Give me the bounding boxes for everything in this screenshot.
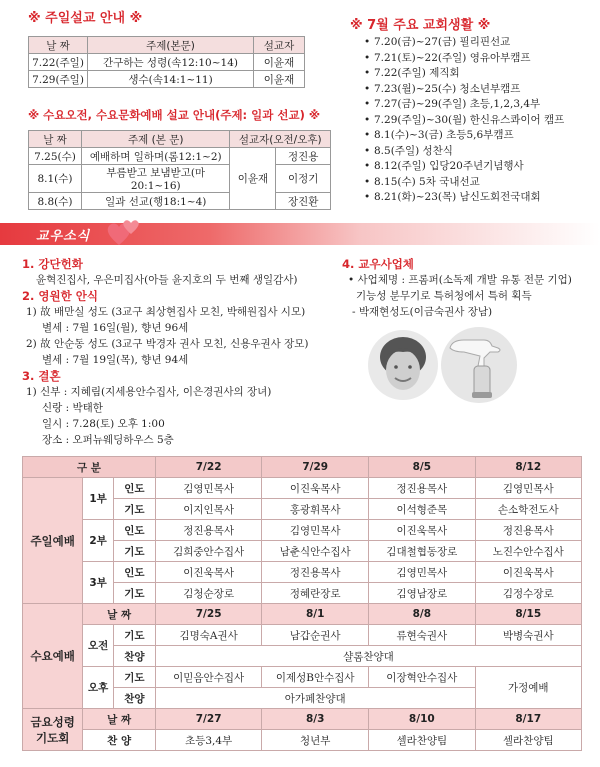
cell: 홍광휘목사 <box>262 499 369 520</box>
list-item: • 7.23(월)~25(수) 청소년부캠프 <box>364 82 564 98</box>
schedule-table <box>22 456 582 751</box>
prayer-label: 기도 <box>113 667 155 688</box>
cell: 이지인목사 <box>155 499 261 520</box>
cell: 이장혁안수집사 <box>369 667 475 688</box>
schedule-header-date: 8/12 <box>475 457 581 478</box>
news-wedding-title: 3. 결혼 <box>22 369 61 383</box>
table-row <box>29 193 331 210</box>
list-item: • 8.5(주일) 성찬식 <box>364 144 564 160</box>
wed-am-preacher: 이윤재 <box>230 148 276 210</box>
wed-topic: 부름받고 보냄받고(마20:1~16) <box>82 165 230 193</box>
news-rest-b2: 별세 : 7월 19일(목), 향년 94세 <box>42 354 189 366</box>
table-row <box>23 667 582 688</box>
lead-label: 인도 <box>113 478 155 499</box>
table-row <box>29 165 331 193</box>
table-row <box>23 478 582 499</box>
cell: 이믿음안수집사 <box>155 667 261 688</box>
news-business-l1: • 사업체명 : 프롬퍼(소독제 개발 유통 전문 기업) <box>348 274 572 286</box>
lead-label: 인도 <box>113 562 155 583</box>
wed-date-cell: 8/15 <box>475 604 581 625</box>
cell: 샬롬찬양대 <box>155 646 581 667</box>
table-row <box>23 562 582 583</box>
cell: 이석형준목 <box>369 499 475 520</box>
wed-topic: 일과 선교(행18:1~4) <box>82 193 230 210</box>
spray-bottle-photo <box>440 326 518 404</box>
table-row <box>29 148 331 165</box>
table-row <box>23 625 582 646</box>
morning-label: 오전 <box>83 625 114 667</box>
cell: 김영민목사 <box>369 562 475 583</box>
news-flowers-title: 1. 강단헌화 <box>22 257 83 271</box>
cell: 손소학전도사 <box>475 499 581 520</box>
list-item: • 8.1(수)~3(금) 초등5,6부캠프 <box>364 128 564 144</box>
list-item: • 8.21(화)~23(목) 남신도회전국대회 <box>364 190 564 206</box>
list-item: • 8.12(주일) 입당20주년기념행사 <box>364 159 564 175</box>
sermon-preacher: 이윤재 <box>254 54 305 71</box>
cell: 초등3,4부 <box>155 730 261 751</box>
sermon-table <box>28 36 305 88</box>
news-wedding-l2: 신랑 : 박태한 <box>42 402 103 414</box>
cell: 김명숙A권사 <box>155 625 261 646</box>
table-row <box>23 730 582 751</box>
news-business-l3: - 박재현성도(이금숙권사 장남) <box>352 306 493 318</box>
cell: 남춘식안수집사 <box>262 541 369 562</box>
wed-header-topic: 주제 (본 문) <box>82 131 230 148</box>
cell: 이진욱목사 <box>475 562 581 583</box>
wed-header-preacher: 설교자(오전/오후) <box>230 131 331 148</box>
news-banner-title: 교우소식 <box>36 229 91 244</box>
sermon-preacher: 이윤재 <box>254 71 305 88</box>
cell: 이진욱목사 <box>155 562 261 583</box>
news-banner <box>0 221 600 247</box>
news-rest-title: 2. 영원한 안식 <box>22 289 98 303</box>
prayer-label: 기도 <box>113 583 155 604</box>
sunday-worship-label: 주일예배 <box>23 478 83 604</box>
table-row <box>23 709 582 730</box>
friday-prayer-label-line2: 기도회 <box>35 730 70 745</box>
schedule-header-date: 7/29 <box>262 457 369 478</box>
news-business-title: 4. 교우사업체 <box>342 257 414 271</box>
list-item: • 7.20(금)~27(금) 필리핀선교 <box>364 35 564 51</box>
cell: 이진욱목사 <box>369 520 475 541</box>
cell: 정진용목사 <box>475 520 581 541</box>
table-row <box>23 520 582 541</box>
cell: 정진용목사 <box>155 520 261 541</box>
news-rest-a1: 1) 故 배만실 성도 (3교구 최상현집사 모친, 박해원집사 시모) <box>26 306 306 318</box>
list-item: • 8.15(수) 5차 국내선교 <box>364 175 564 191</box>
list-item: • 7.21(토)~22(주일) 영유아부캠프 <box>364 51 564 67</box>
wed-date: 7.25(수) <box>29 148 82 165</box>
cell: 이진욱목사 <box>262 478 369 499</box>
news-right <box>342 256 572 320</box>
schedule-header-date: 8/5 <box>369 457 475 478</box>
prayer-label: 기도 <box>113 499 155 520</box>
events-list <box>364 35 564 206</box>
fri-date-cell: 8/3 <box>262 709 369 730</box>
afternoon-label: 오후 <box>83 667 114 709</box>
news-flowers-body: 윤혁진집사, 우은미집사(아들 윤지호의 두 번째 생일감사) <box>36 274 298 286</box>
wed-worship-label: 수요예배 <box>23 604 83 709</box>
news-left <box>22 256 309 448</box>
news-business-l2: 기능성 분무기로 특허청에서 특허 획득 <box>356 290 532 302</box>
cell: 김대철협동장로 <box>369 541 475 562</box>
service-2-label: 2부 <box>83 520 114 562</box>
table-row <box>23 604 582 625</box>
cell: 류현숙권사 <box>369 625 475 646</box>
list-item: • 7.22(주일) 제직회 <box>364 66 564 82</box>
wed-pm-preacher: 장진환 <box>276 193 331 210</box>
cell: 아가페찬양대 <box>155 688 475 709</box>
sermon-header-preacher: 설교자 <box>254 37 305 54</box>
choir-label: 찬 양 <box>83 730 156 751</box>
cell: 김희중안수집사 <box>155 541 261 562</box>
wed-date: 8.8(수) <box>29 193 82 210</box>
lead-label: 인도 <box>113 520 155 541</box>
schedule-header-date: 7/22 <box>155 457 261 478</box>
wed-date-cell: 8/8 <box>369 604 475 625</box>
wed-date: 8.1(수) <box>29 165 82 193</box>
fri-date-cell: 8/17 <box>475 709 581 730</box>
cell: 김영민목사 <box>155 478 261 499</box>
date-label: 날 짜 <box>83 604 156 625</box>
date-label: 날 짜 <box>83 709 156 730</box>
events-section-title: ※ 7월 주요 교회생활 ※ <box>350 18 491 33</box>
sermon-header-date: 날 짜 <box>29 37 88 54</box>
sermon-date: 7.22(주일) <box>29 54 88 71</box>
cell: 노진수안수집사 <box>475 541 581 562</box>
cell: 정진용목사 <box>369 478 475 499</box>
cell: 정진용목사 <box>262 562 369 583</box>
wed-section-title: ※ 수요오전, 수요문화예배 설교 안내(주제: 일과 선교) ※ <box>28 108 321 122</box>
prayer-label: 기도 <box>113 541 155 562</box>
cell: 박병숙권사 <box>475 625 581 646</box>
cell: 가정예배 <box>475 667 581 709</box>
schedule-header-gubun: 구 분 <box>23 457 156 478</box>
sermon-date: 7.29(주일) <box>29 71 88 88</box>
cell: 김영남장로 <box>369 583 475 604</box>
wed-pm-preacher: 정진용 <box>276 148 331 165</box>
table-row <box>29 71 305 88</box>
choir-label: 찬양 <box>113 646 155 667</box>
sermon-section-title: ※ 주일설교 안내 ※ <box>28 11 143 26</box>
news-wedding-l1: 1) 신부 : 지혜림(지세용안수집사, 이은경권사의 장녀) <box>26 386 272 398</box>
cell: 청년부 <box>262 730 369 751</box>
fri-date-cell: 8/10 <box>369 709 475 730</box>
wed-topic: 예배하며 일하며(롬12:1~2) <box>82 148 230 165</box>
news-wedding-l4: 장소 : 오퍼뉴웨딩하우스 5층 <box>42 434 174 446</box>
list-item: • 7.27(금)~29(주일) 초등,1,2,3,4부 <box>364 97 564 113</box>
cell: 이제성B안수집사 <box>262 667 369 688</box>
news-wedding-l3: 일시 : 7.28(토) 오후 1:00 <box>42 418 165 430</box>
cell: 김영민목사 <box>262 520 369 541</box>
wed-pm-preacher: 이정기 <box>276 165 331 193</box>
cell: 정혜란장로 <box>262 583 369 604</box>
wed-header-date: 날 짜 <box>29 131 82 148</box>
prayer-label: 기도 <box>113 625 155 646</box>
sermon-topic: 생수(속14:1~11) <box>88 71 254 88</box>
friday-prayer-label-line1: 금요성령 <box>30 714 75 729</box>
cell: 김정수장로 <box>475 583 581 604</box>
cell: 남갑순권사 <box>262 625 369 646</box>
friday-prayer-label <box>23 709 83 751</box>
wed-table <box>28 130 331 210</box>
list-item: • 7.29(주일)~30(월) 한신유스콰이어 캠프 <box>364 113 564 129</box>
sermon-header-topic: 주제(본문) <box>88 37 254 54</box>
wed-date-cell: 7/25 <box>155 604 261 625</box>
wed-date-cell: 8/1 <box>262 604 369 625</box>
sermon-topic: 간구하는 성령(속12:10~14) <box>88 54 254 71</box>
cell: 셀라찬양팀 <box>475 730 581 751</box>
news-rest-b1: 2) 故 안순동 성도 (3교구 박경자 권사 모친, 신용우권사 장모) <box>26 338 309 350</box>
heart-icon <box>121 217 141 237</box>
fri-date-cell: 7/27 <box>155 709 261 730</box>
cell: 김청순장로 <box>155 583 261 604</box>
news-rest-a2: 별세 : 7월 16일(월), 향년 96세 <box>42 322 189 334</box>
table-row <box>29 54 305 71</box>
cell: 김영민목사 <box>475 478 581 499</box>
service-3-label: 3부 <box>83 562 114 604</box>
choir-label: 찬양 <box>113 688 155 709</box>
service-1-label: 1부 <box>83 478 114 520</box>
person-photo <box>368 330 438 400</box>
cell: 셀라찬양팀 <box>369 730 475 751</box>
